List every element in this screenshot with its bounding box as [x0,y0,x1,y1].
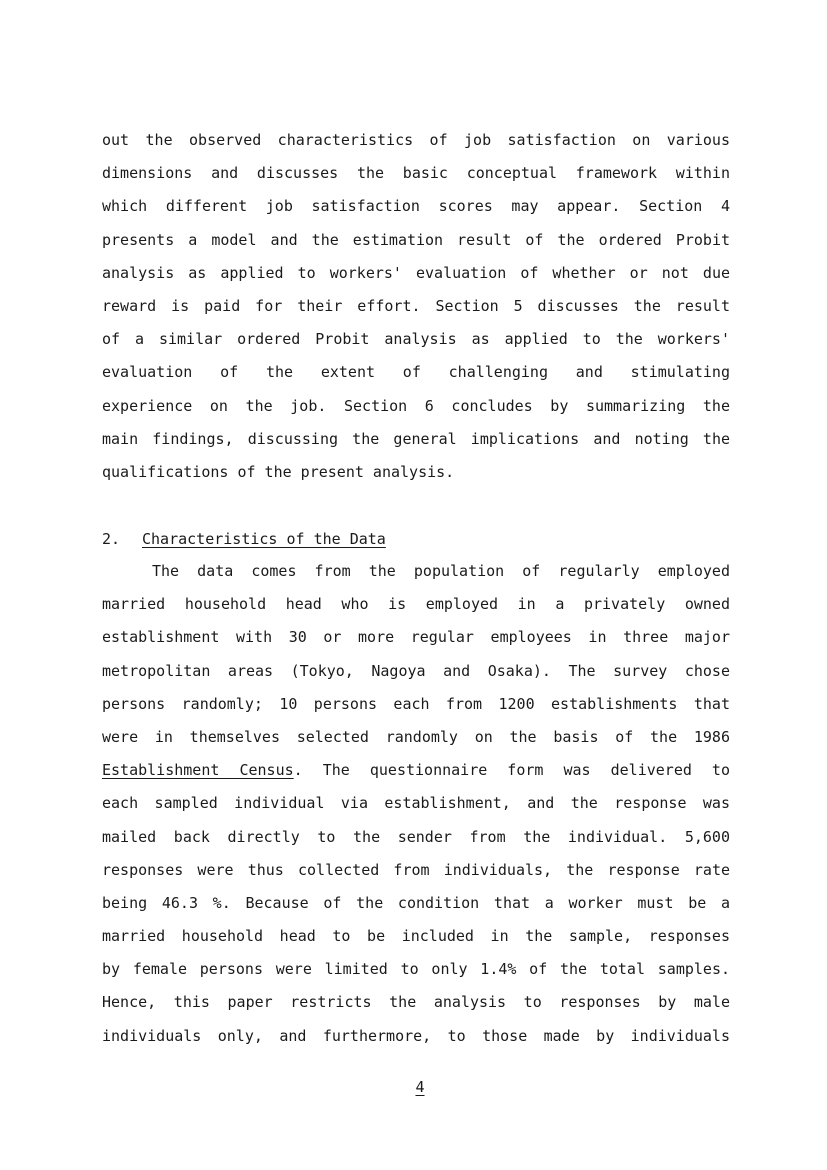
text-line: metropolitan areas (Tokyo, Nagoya and Osaka). The survey chose [102,661,730,680]
section-number: 2. [102,530,121,548]
text-line: qualifications of the present analysis. [102,462,455,481]
text-line: presents a model and the estimation result of the ordered Probit [102,230,730,249]
text-line: mailed back directly to the sender from the individual. 5,600 [102,827,730,846]
text-line: establishment with 30 or more regular employees in three major [102,628,730,647]
text-line: analysis as applied to workers' evaluation of whether or not due [102,263,730,282]
text-line: experience on the job. Section 6 concludes by summarizing the [102,396,730,415]
text-line: persons randomly; 10 persons each from 1200 establishments that [102,694,730,713]
census-title: Establishment Census [102,761,294,780]
text-line: of a similar ordered Probit analysis as applied to the workers' [102,330,730,349]
section-title: Characteristics of the Data [142,530,386,548]
text-line: married household head to be included in the sample, responses [102,927,730,946]
page-number: 4 [415,1078,425,1096]
text-line: being 46.3 %. Because of the condition that a worker must be a [102,893,730,912]
text-line: each sampled individual via establishment, and the response was [102,794,730,813]
text-line: evaluation of the extent of challenging and stimulating [102,363,730,382]
text-line-census [102,754,730,787]
text-line: married household head who is employed in a privately owned [102,595,730,614]
text-line: dimensions and discusses the basic conceptual framework within [102,164,730,183]
text-line: individuals only, and furthermore, to those made by individuals [102,1026,730,1045]
paragraph-intro [102,124,730,489]
text-line: main findings, discussing the general implications and noting the [102,429,730,448]
section-heading [102,523,386,556]
paragraph-data-description [102,555,730,1053]
text-line: by female persons were limited to only 1.4% of the total samples. [102,960,730,979]
text-line: which different job satisfaction scores may appear. Section 4 [102,197,730,216]
text-line: Hence, this paper restricts the analysis to responses by male [102,993,730,1012]
text-line: responses were thus collected from individuals, the response rate [102,860,730,879]
census-rest: . The questionnaire form was delivered to [293,761,730,780]
text-line: out the observed characteristics of job satisfaction on various [102,131,730,149]
text-line: were in themselves selected randomly on the basis of the 1986 [102,727,730,746]
text-line: reward is paid for their effort. Section 5 discusses the result [102,296,730,315]
text-line: The data comes from the population of regularly employed [152,562,730,580]
